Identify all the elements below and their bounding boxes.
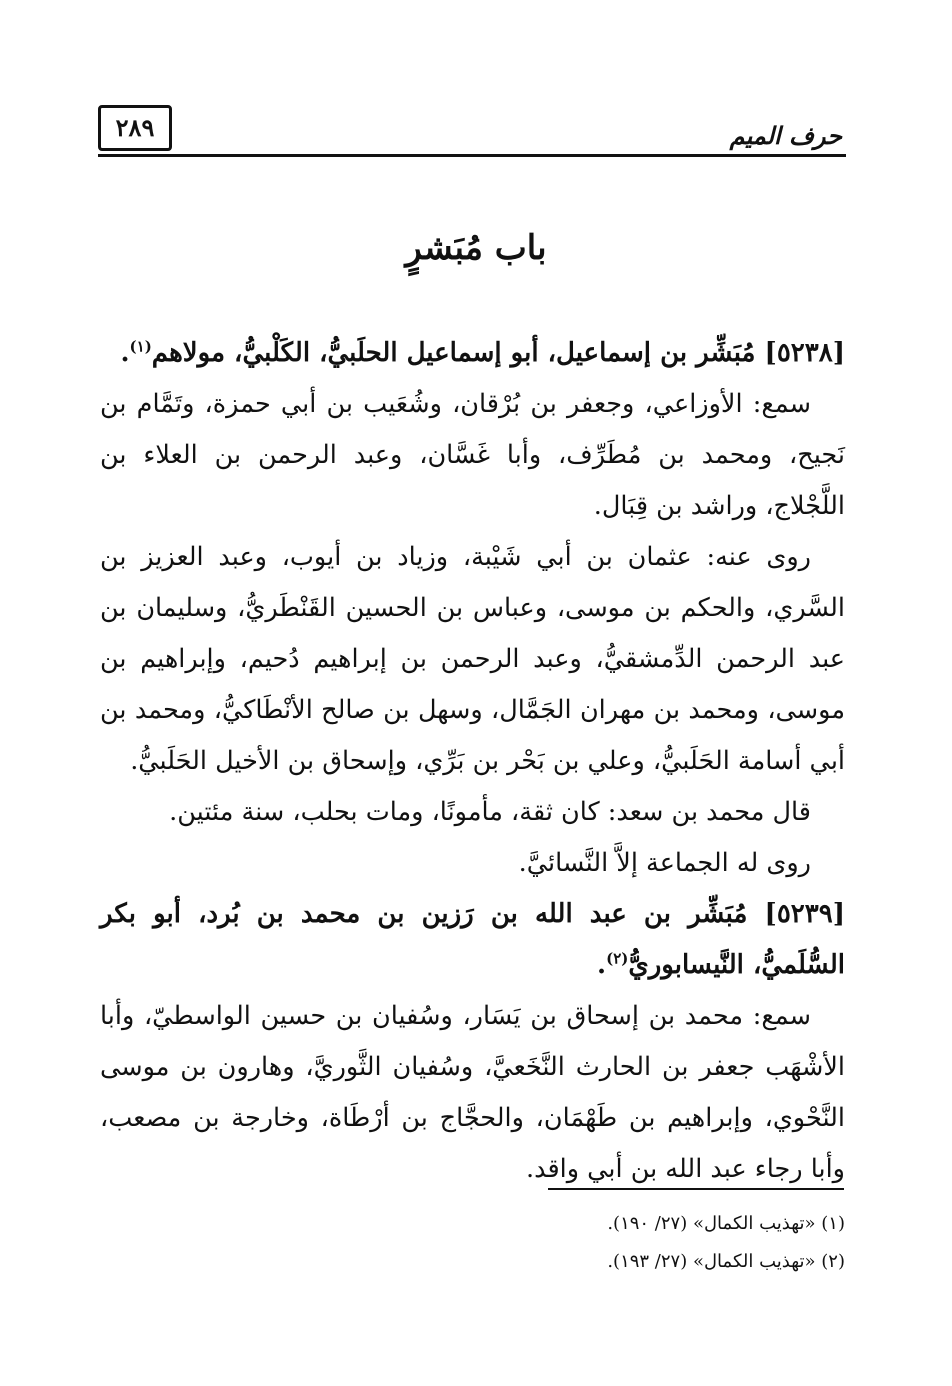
paragraph: سمع: محمد بن إسحاق بن يَسَار، وسُفيان بن حسين الواسطيّ، وأبا الأشْهَب جعفر بن الحارث النَّخَعيَّ، وسُفيان الثَّوريَّ، وهارون بن موسى النَّحْوي، وإبراهيم بن طَهْمَان، والحجَّاج بن أرْطَاة، وخارجة بن مصعب، وأبا رجاء عبد الله بن أبي واقد.: [100, 1001, 845, 1184]
footnote: (١) «تهذيب الكمال» (٢٧/ ١٩٠).: [607, 1213, 845, 1234]
main-text: [100, 328, 845, 1195]
footnote-ref: (٢): [606, 949, 629, 968]
footnote-separator: [548, 1188, 844, 1190]
paragraph: سمع: الأوزاعي، وجعفر بن بُرْقان، وشُعَيب بن أبي حمزة، وتَمَّام بن نَجيح، ومحمد بن مُطَرِّف، وأبا غَسَّان، وعبد الرحمن بن العلاء بن اللَّجْلاج، وراشد بن قِبَال.: [100, 389, 845, 521]
entry-heading-text: [٥٢٣٨] مُبَشِّر بن إسماعيل، أبو إسماعيل الحلَبيُّ، الكَلْبيُّ، مولاهم: [151, 338, 845, 368]
footnotes: [100, 1205, 845, 1281]
section-title: باب مُبَشرٍ: [405, 228, 547, 268]
paragraph: روى عنه: عثمان بن أبي شَيْبة، وزياد بن أيوب، وعبد العزيز بن السَّري، والحكم بن موسى، وعباس بن الحسين القَنْطَريُّ، وسليمان بن عبد الرحمن الدِّمشقيُّ، وعبد الرحمن بن إبراهيم دُحيم، وإبراهيم بن موسى، ومحمد بن مهران الجَمَّال، وسهل بن صالح الأنْطَاكيُّ، ومحمد بن أبي أسامة الحَلَبيُّ، وعلي بن بَحْر بن بَرِّي، وإسحاق بن الأخيل الحَلَبيُّ.: [100, 542, 845, 776]
header-rule: [98, 154, 846, 157]
page-header: [98, 105, 846, 157]
footnote: (٢) «تهذيب الكمال» (٢٧/ ١٩٣).: [607, 1251, 845, 1272]
entry-heading-tail: .: [597, 950, 607, 980]
entry-heading: [100, 889, 845, 991]
entry-heading-text: [٥٢٣٩] مُبَشِّر بن عبد الله بن رَزين بن محمد بن بُرد، أبو بكر السُّلَميُّ، النَّيسابوريُّ: [100, 899, 845, 980]
page-number: ٢٨٩: [98, 105, 172, 151]
entry-heading-tail: .: [120, 338, 130, 368]
footnote-ref: (١): [129, 337, 152, 356]
entry-heading: [100, 328, 845, 379]
paragraph: قال محمد بن سعد: كان ثقة، مأمونًا، ومات بحلب، سنة مئتين.: [169, 797, 811, 827]
chapter-title: حرف الميم: [729, 121, 842, 150]
paragraph: روى له الجماعة إلاَّ النَّسائيَّ.: [518, 848, 811, 878]
